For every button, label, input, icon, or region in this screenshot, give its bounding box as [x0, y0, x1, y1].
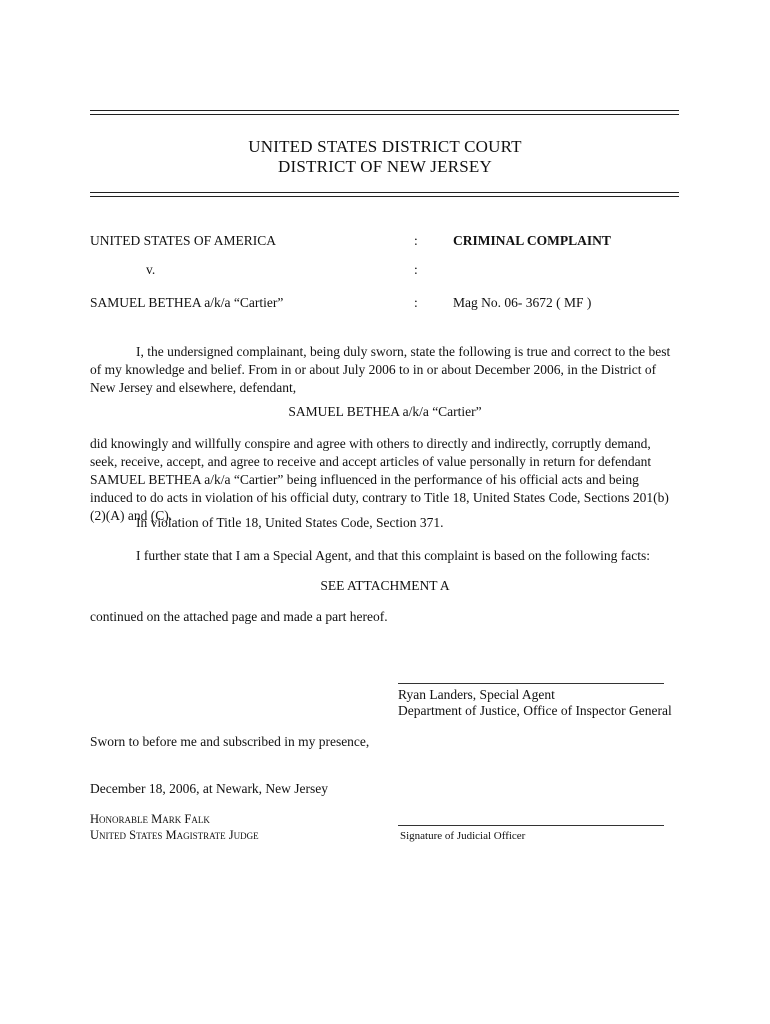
complaint-paragraph-1: I, the undersigned complainant, being duly sworn, state the following is true and correct to the best of my knowledge and belief. From in or about July 2006 to in or about December 2006, in the District of New Jersey and elsewhere, defendant, — [90, 344, 671, 395]
judge-name: Honorable Mark Falk — [90, 812, 210, 826]
document-type: CRIMINAL COMPLAINT — [453, 233, 611, 248]
violation-statement: In violation of Title 18, United States Code, Section 371. — [136, 515, 444, 530]
plaintiff-name: UNITED STATES OF AMERICA — [90, 233, 277, 248]
versus: v. — [146, 262, 156, 277]
top-double-rule — [90, 110, 679, 115]
caption-colon: : — [414, 233, 418, 248]
date-and-place: December 18, 2006, at Newark, New Jersey — [90, 781, 329, 796]
complaint-paragraph-2: did knowingly and willfully conspire and agree with others to directly and indirectly, corruptly demand, seek, receive, accept, and agree to receive and accept articles of value personally in return for defendant SAMUEL BETHEA a/k/a “Cartier” being influenced in the performance of his official acts and being induced to do acts in violation of his official duty, contrary to Title 18, United States Code, Sections 201(b)(2)(A) and (C). — [90, 436, 669, 523]
caption-colon: : — [414, 295, 418, 310]
sworn-statement: Sworn to before me and subscribed in my presence, — [90, 734, 370, 749]
defendant-centered: SAMUEL BETHEA a/k/a “Cartier” — [288, 404, 482, 419]
agent-signature-line — [398, 683, 664, 684]
judicial-signature-line — [398, 825, 664, 826]
attachment-reference: SEE ATTACHMENT A — [320, 578, 450, 593]
continued-note: continued on the attached page and made a part hereof. — [90, 609, 388, 624]
agent-statement: I further state that I am a Special Agent, and that this complaint is based on the following facts: — [136, 548, 650, 563]
defendant-name: SAMUEL BETHEA a/k/a “Cartier” — [90, 295, 284, 310]
court-name: UNITED STATES DISTRICT COURT — [248, 137, 522, 156]
agent-name: Ryan Landers, Special Agent — [398, 687, 555, 702]
header-double-rule — [90, 192, 679, 197]
judge-title: United States Magistrate Judge — [90, 828, 259, 842]
court-district: DISTRICT OF NEW JERSEY — [278, 157, 492, 176]
caption-colon: : — [414, 262, 418, 277]
judicial-signature-label: Signature of Judicial Officer — [400, 830, 526, 842]
agent-office: Department of Justice, Office of Inspector General — [398, 703, 672, 718]
magistrate-number: Mag No. 06- 3672 ( MF ) — [453, 295, 592, 310]
